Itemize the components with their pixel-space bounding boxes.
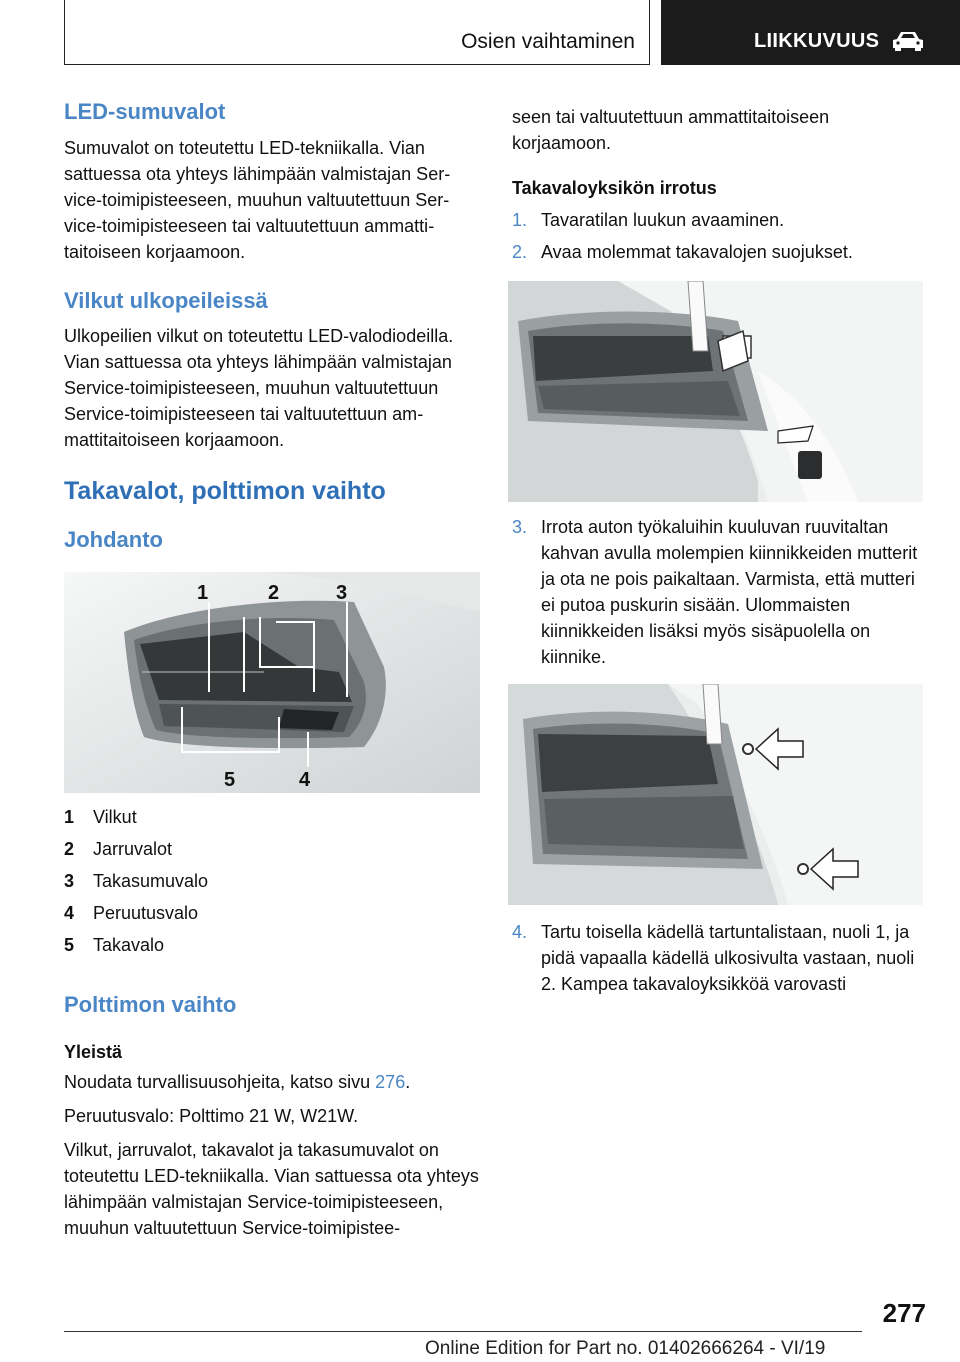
fastener-arrows-illustration [508,684,923,905]
led-fog-text: Sumuvalot on toteutettu LED-tekniikalla. Vian sattuessa ota yhteys lähimpään valmistajan Service-toimipisteeseen, muuhun valtuutettuun Service-toimipisteeseen tai valtuutettuun ammattitaitoiseen korjaamoon. [64,137,451,262]
header-chapter-title: LIIKKUVUUS [754,30,880,52]
taillight-bulb-heading: Takavalot, polttimon vaihto [64,477,386,506]
callout-5: 5 [224,769,236,792]
left-column [64,98,480,1241]
removal-steps-c [512,919,930,997]
taillight-legend [64,801,480,961]
step-item: 2. Avaa molemmat takavalojen suojukset. [512,242,853,263]
legend-item: 5 Takavalo [64,935,165,956]
callout-4: 4 [299,769,311,792]
reverse-light-spec: Peruutusvalo: Polttimo 21 W, W21W. [64,1106,359,1127]
led-lights-text: Vilkut, jarruvalot, takavalot ja takasumuvalot on toteutettu LED-tekniikalla. Vian sattuessa ota yhteys lähimpään valmistajan Service-toimipisteeseen, muuhun valtuutettuun Service-toimipistee- [64,1140,479,1239]
callout-1: 1 [197,582,209,605]
cover-open-illustration [508,281,923,502]
mirror-indicator-text: Ulkopeilien vilkut on toteutettu LED-valodiodeilla. Vian sattuessa ota yhteys lähimpään valmistajan Service-toimipisteeseen, muuhun valtuutettuun Service-toimipisteeseen tai valtuutettuun ammattitaitoiseen korjaamoon. [64,326,454,451]
cover-open-figure [508,281,923,502]
legend-item: 4 Peruutusvalo [64,903,199,924]
header-chapter-box [661,0,960,65]
legend-item: 2 Jarruvalot [64,839,173,860]
step-item: 3. Irrota auton työkaluihin kuuluvan ruuvitaltan kahvan avulla molempien kiinnikkeiden mutterit ja ota ne pois paikaltaan. Varmista, että mutteri ei putoa puskurin sisään. Ulommaisten kiinnikkeiden lisäksi myös sisäpuolella on kiinnike. [512,517,918,668]
page-link-276[interactable]: 276 [375,1072,406,1093]
step-item: 1. Tavaratilan luukun avaaminen. [512,210,785,231]
led-fog-heading: LED-sumuvalot [64,99,226,124]
introduction-heading: Johdanto [64,526,163,552]
legend-item: 1 Vilkut [64,807,137,828]
car-icon [891,30,925,52]
general-heading: Yleistä [64,1041,123,1062]
right-column [512,104,930,997]
header-section-title: Osien vaihtaminen [461,30,635,53]
callout-3: 3 [336,582,348,605]
page-number: 277 [882,1298,926,1328]
footer-edition: Online Edition for Part no. 01402666264 - VI/19 [425,1338,826,1359]
callout-2: 2 [268,582,280,605]
bulb-change-heading: Polttimon vaihto [64,992,237,1018]
fastener-arrows-figure [508,684,923,905]
removal-steps-b [512,514,930,670]
step-item: 4. Tartu toisella kädellä tartuntalistaan, nuoli 1, ja pidä vapaalla kädellä ulkosivulta vastaan, nuoli 2. Kampea takavaloyksikköä varovasti [512,922,915,995]
taillight-overview-illustration [64,572,480,793]
header-section-box [64,0,650,65]
taillight-overview-figure [64,572,480,793]
removal-steps-a [512,207,930,265]
removal-heading: Takavaloyksikön irrotus [512,178,717,198]
continued-text: seen tai valtuutettuun ammattitaitoiseen korjaamoon. [512,107,830,153]
safety-note: Noudata turvallisuusohjeita, katso sivu 276. [64,1072,411,1093]
legend-item: 3 Takasumuvalo [64,871,209,892]
mirror-indicator-heading: Vilkut ulkopeileissä [64,287,268,313]
footer-divider [64,1331,862,1332]
